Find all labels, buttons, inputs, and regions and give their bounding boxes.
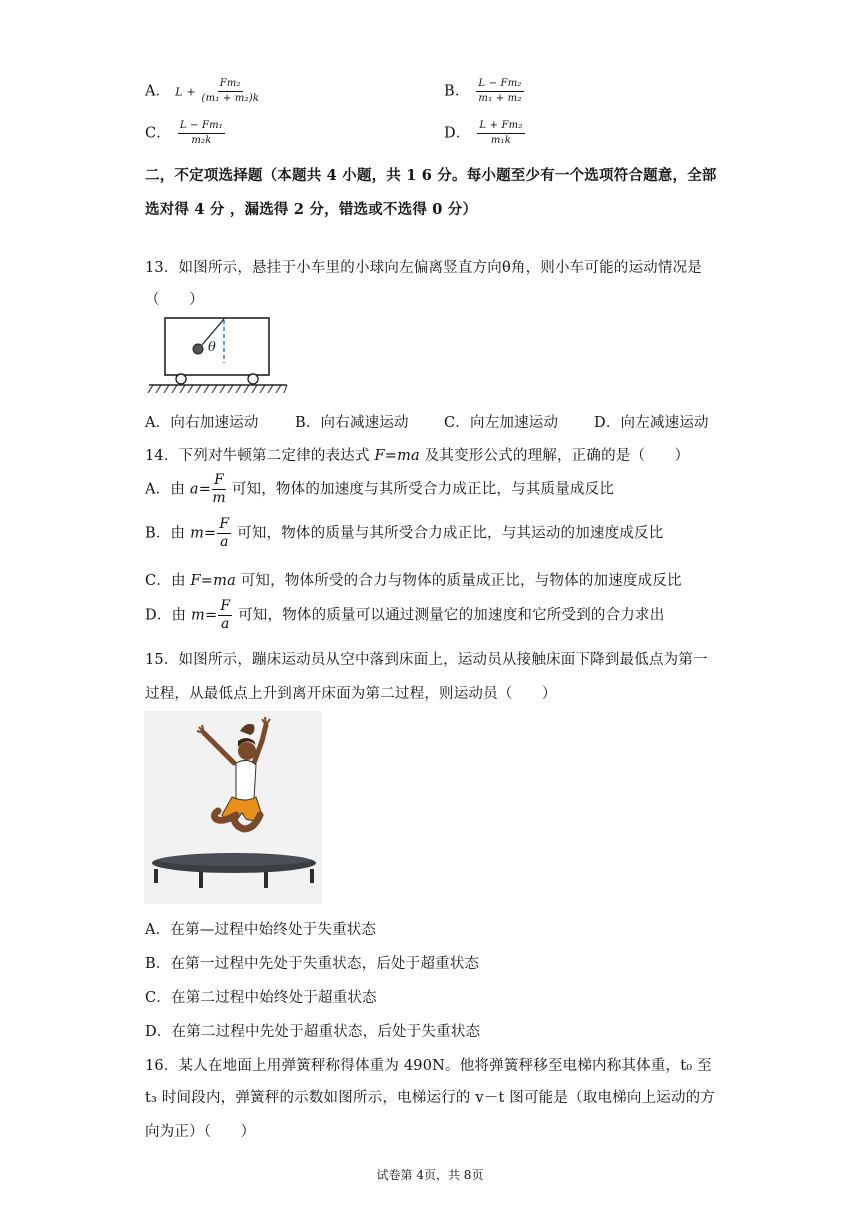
q13-option-b: B．向右减速运动 bbox=[295, 415, 409, 431]
option-label: B． bbox=[444, 83, 470, 100]
fraction-numerator: F bbox=[219, 516, 230, 532]
fraction bbox=[178, 120, 225, 147]
q14-stem-post: 及其变形公式的理解，正确的是（ ） bbox=[419, 448, 690, 464]
fraction-numerator: Fm₂ bbox=[218, 78, 243, 92]
trampoline-jumper-illustration bbox=[144, 711, 322, 904]
cart-wheel-left bbox=[176, 374, 186, 384]
q14-option-b bbox=[145, 516, 663, 551]
q14-stem bbox=[145, 444, 689, 465]
fraction bbox=[217, 516, 231, 551]
option-text: 可知，物体所受的合力与物体的质量成正比，与物体的加速度成反比 bbox=[235, 573, 682, 589]
q14-option-a bbox=[145, 472, 614, 507]
fraction-denominator: m₁ + m₂ bbox=[478, 93, 522, 104]
q15-stem-line2: 过程，从最低点上升到离开床面为第二过程，则运动员（ ） bbox=[145, 686, 557, 702]
page-footer: 试卷第 4页，共 8页 bbox=[376, 1168, 484, 1182]
formula: F=ma bbox=[190, 573, 236, 589]
option-text: 可知，物体的质量可以通过测量它的加速度和它所受到的合力求出 bbox=[233, 607, 665, 624]
q13-option-d: D．向左减速运动 bbox=[594, 415, 709, 431]
section-heading-line1: 二，不定项选择题（本题共 4 小题，共 1 6 分。每小题至少有一个选项符合题意，全部 bbox=[145, 167, 717, 184]
option-text: 可知，物体的质量与其所受合力成正比，与其运动的加速度成反比 bbox=[232, 525, 664, 542]
pendulum-ball bbox=[193, 344, 203, 354]
q15-option-c: C．在第二过程中始终处于超重状态 bbox=[145, 990, 377, 1006]
q16-stem-line3: 向为正）（ ） bbox=[145, 1124, 256, 1140]
fraction bbox=[218, 598, 232, 633]
fraction bbox=[477, 120, 524, 147]
option-label: D． bbox=[444, 125, 471, 142]
q13-stem: 13．如图所示，悬挂于小车里的小球向左偏离竖直方向θ角，则小车可能的运动情况是 bbox=[145, 260, 702, 276]
cart-pendulum-diagram bbox=[145, 315, 290, 395]
section-heading-line2: 选对得 4 分 ，漏选得 2 分，错选或不选得 0 分） bbox=[145, 201, 478, 218]
q15-option-b: B．在第一过程中先处于失重状态，后处于超重状态 bbox=[145, 956, 480, 972]
theta-label: θ bbox=[208, 340, 216, 355]
option-prefix: B．由 bbox=[145, 525, 191, 542]
fraction-numerator: L − Fm₂ bbox=[476, 78, 523, 92]
fraction-numerator: F bbox=[220, 598, 231, 614]
fraction bbox=[476, 78, 523, 105]
fraction-numerator: L + Fm₂ bbox=[477, 120, 524, 134]
option-label: A． bbox=[145, 83, 171, 100]
trampoline-mat-inner bbox=[158, 854, 310, 866]
option-prev-c bbox=[145, 120, 227, 147]
formula-lhs: m= bbox=[190, 525, 217, 542]
fraction-numerator: F bbox=[214, 472, 225, 488]
option-prefix: C．由 bbox=[145, 573, 191, 589]
q15-option-a: A．在第—过程中始终处于失重状态 bbox=[145, 922, 377, 938]
fraction-denominator: (m₁ + m₂)k bbox=[201, 93, 260, 104]
option-prefix: A．由 bbox=[145, 481, 190, 498]
option-prev-b bbox=[444, 78, 526, 105]
head bbox=[238, 742, 256, 760]
fraction-denominator: m₁k bbox=[490, 135, 512, 146]
q15-option-d: D．在第二过程中先处于超重状态，后处于失重状态 bbox=[145, 1024, 481, 1040]
q16-stem-line1: 16．某人在地面上用弹簧秤称得体重为 490N。他将弹簧秤移至电梯内称其体重，t₀ 至 bbox=[145, 1058, 712, 1074]
option-prev-d bbox=[444, 120, 527, 147]
q16-stem-line2: t₃ 时间段内，弹簧秤的示数如图所示，电梯运行的 v－t 图可能是（取电梯向上运动的方 bbox=[145, 1090, 716, 1106]
fraction-denominator: m₂k bbox=[191, 135, 212, 146]
q13-answer-bracket: （ ） bbox=[145, 292, 204, 308]
fraction bbox=[212, 472, 226, 507]
formula-lhs: m= bbox=[191, 607, 218, 624]
q14-option-d bbox=[145, 598, 664, 633]
q14-option-c bbox=[145, 569, 682, 590]
option-prefix: D．由 bbox=[145, 607, 192, 624]
q15-stem-line1: 15．如图所示，蹦床运动员从空中落到床面上，运动员从接触床面下降到最低点为第一 bbox=[145, 652, 708, 668]
option-label: C． bbox=[145, 125, 171, 142]
tank-top bbox=[236, 760, 256, 801]
ground-hatching bbox=[148, 385, 287, 393]
fraction-numerator: L − Fm₁ bbox=[178, 120, 225, 134]
fraction-denominator: m bbox=[212, 490, 226, 506]
fraction-denominator: a bbox=[221, 616, 230, 632]
formula-lhs: a= bbox=[189, 481, 212, 498]
cart-wheel-right bbox=[248, 374, 258, 384]
option-text: 可知，物体的加速度与其所受合力成正比，与其质量成反比 bbox=[227, 481, 615, 498]
q13-option-a: A．向右加速运动 bbox=[145, 415, 259, 431]
fraction bbox=[202, 78, 260, 105]
q14-formula: F=ma bbox=[374, 448, 420, 464]
formula-lead: L + bbox=[175, 85, 200, 99]
option-prev-a bbox=[145, 78, 261, 105]
q14-stem-pre: 14．下列对牛顿第二定律的表达式 bbox=[145, 448, 375, 464]
fraction-denominator: a bbox=[220, 534, 229, 550]
q13-option-c: C．向左加速运动 bbox=[444, 415, 559, 431]
